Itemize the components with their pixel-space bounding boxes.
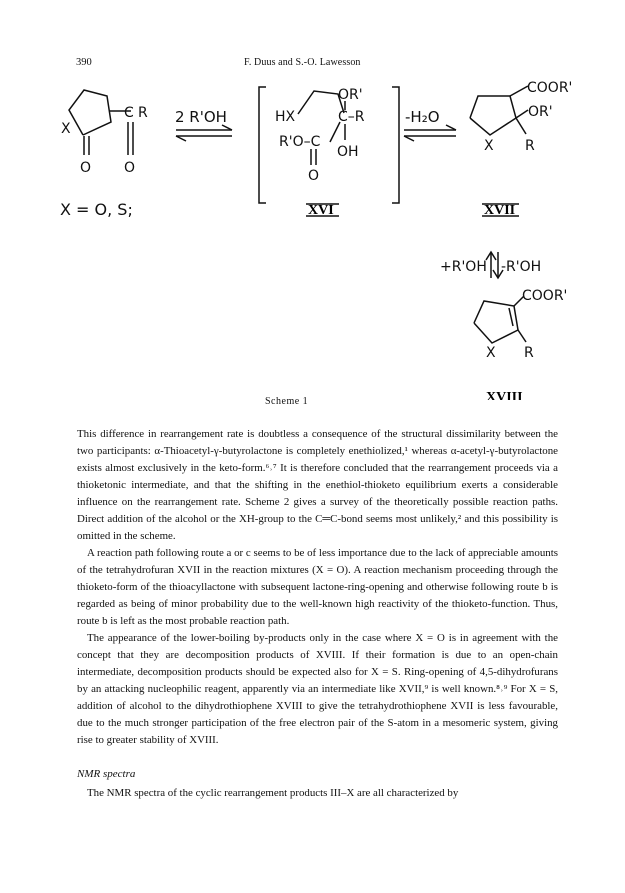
equilibrium-arrow-icon (404, 125, 456, 141)
atom-r: R (525, 138, 535, 154)
atom-r-o-c: R'O–C (279, 134, 321, 150)
atom-coor: COOR' (522, 288, 568, 304)
label-xviii: XVIII (486, 390, 523, 400)
x-definition: X = O, S; (60, 200, 133, 219)
starting-material-structure (61, 90, 148, 176)
atom-r: R (138, 105, 148, 121)
atom-c-r: C–R (338, 109, 365, 125)
reagent-down-left: +R'OH (440, 259, 487, 275)
atom-coor: COOR' (527, 80, 573, 96)
reagent-down-right: -R'OH (501, 259, 542, 275)
running-head: F. Duus and S.-O. Lawesson (244, 57, 361, 68)
atom-o: O (80, 160, 92, 176)
scheme-caption: Scheme 1 (265, 396, 309, 407)
paragraph: The appearance of the lower-boiling by-products only in the case where X = O is in agreement with the concept that they are decomposition products of XVIII. If their formation is due to an open-chain intermediate, decomposition products should be expected also for X = S. Ring-opening of 4,5-dihydrofurans by an attacking nucleophilic reagent, apparently via an intermediate like XVII,⁹ is well known.⁸˒⁹ For X = S, addition of alcohol to the dihydrothiophene XVIII to give the tetrahydrothiophene XVII is less favourable, due to the much stronger participation of the free electron pair of the S-atom in a mesomeric system, giving rise to greater stability of XVIII. (77, 632, 558, 746)
paragraph: This difference in rearrangement rate is doubtless a consequence of the structural dissimilarity between the two participants: α-Thioacetyl-γ-butyrolactone is completely enethiolized,¹ whereas α-acetyl-γ-butyrolactone exists almost exclusively in the keto-form.⁶˒⁷ It is therefore concluded that the rearrangement proceeds via a thioketonic intermediate, and that the shifting in the enethiol-thioketo equilibrium exerts a considerable influence on the rearrangement rate. Scheme 2 gives a survey of the theoretically possible reaction paths. Direct addition of the alcohol or the XH-group to the C═C-bond seems most unlikely,² and this possibility is omitted in the scheme. (77, 428, 558, 542)
label-xvii: XVII (484, 203, 516, 218)
product-xviii-structure (474, 288, 567, 361)
atom-c: C (124, 105, 134, 121)
product-xvii-structure (470, 80, 572, 154)
atom-o: O (124, 160, 136, 176)
label-xvi: XVI (308, 203, 334, 218)
intermediate-structure (275, 87, 365, 184)
bracket-right (392, 87, 399, 203)
section-heading: NMR spectra (77, 768, 136, 780)
reagent-left: 2 R'OH (175, 108, 227, 126)
atom-o: O (308, 168, 320, 184)
atom-or: OR' (528, 104, 553, 120)
atom-r: R (524, 345, 534, 361)
atom-x: X (484, 138, 494, 154)
atom-hx: HX (275, 109, 296, 125)
equilibrium-arrow-icon (176, 125, 232, 141)
paragraph: The NMR spectra of the cyclic rearrangement products III–X are all characterized by (87, 787, 459, 799)
reaction-scheme (0, 0, 625, 400)
atom-or: OR' (338, 87, 363, 103)
atom-x: X (486, 345, 496, 361)
page-number: 390 (76, 57, 92, 68)
body-text (77, 426, 558, 749)
atom-x: X (61, 121, 71, 137)
reagent-middle: -H₂O (405, 108, 440, 126)
paragraph: A reaction path following route a or c seems to be of less importance due to the lack of appreciable amounts of the tetrahydrofuran XVII in the reaction mixtures (X = O). A reaction mechanism proceeding through the thioketo-form of the thioacyllactone with subsequent lactone-ring-opening and otherwise following route b is regarded as being of minor probability due to the well-known high reactivity of the thioketo-function. Thus, route b is left as the most probable reaction path. (77, 547, 558, 627)
bracket-left (259, 87, 266, 203)
atom-oh: OH (337, 144, 359, 160)
